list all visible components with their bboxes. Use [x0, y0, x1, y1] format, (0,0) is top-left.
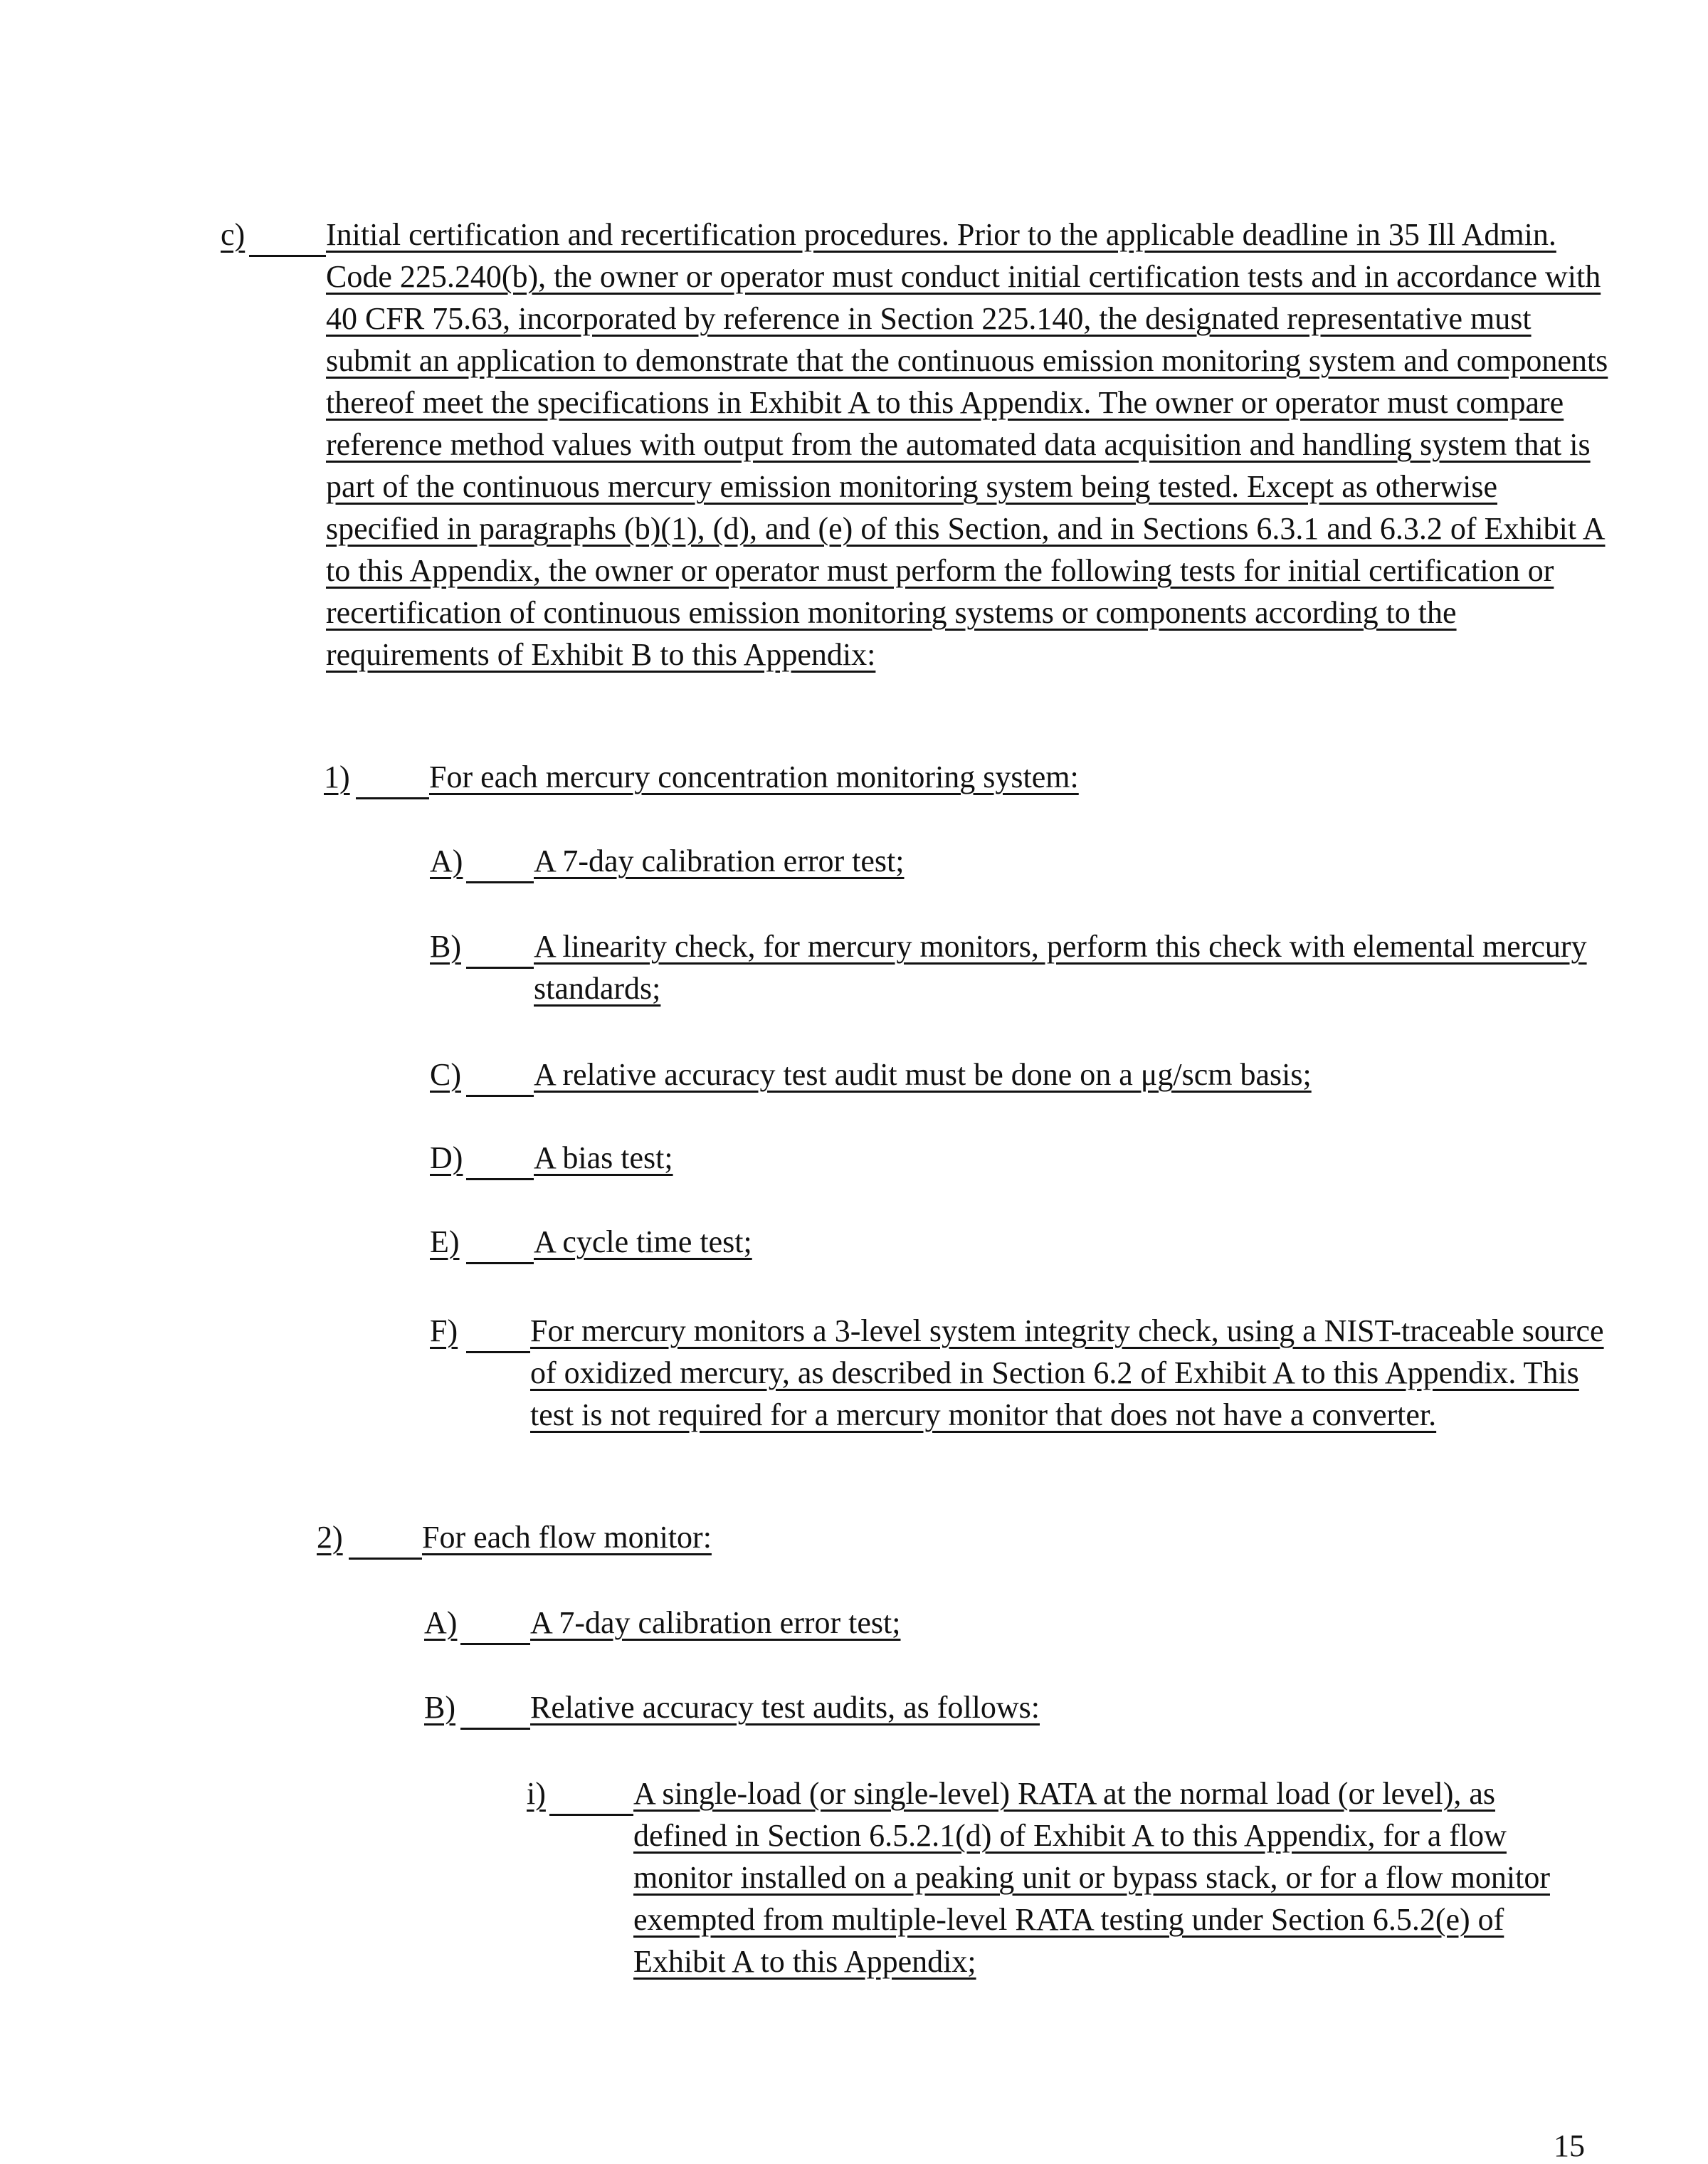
item-2-text: For each flow monitor: [422, 1520, 712, 1555]
item-1f-label: F) [430, 1313, 458, 1348]
item-1d-text: A bias test; [534, 1140, 673, 1175]
item-1f-text: For mercury monitors a 3-level system integrity check, using a NIST-traceable source of oxidized mercury, as described in Section 6.2 of Exhibit A to this Appendix. This test is not required for a mercury monitor that does not have a converter. [530, 1313, 1604, 1432]
item-2b-i-text: A single-load (or single-level) RATA at the normal load (or level), as defined in Section 6.5.2.1(d) of Exhibit A to this Appendix, for a flow monitor installed on a peaking unit or bypass stack, or for a flow monitor exempted from multiple-level RATA testing under Section 6.5.2(e) of Exhibit A to this Appendix; [633, 1776, 1550, 1979]
item-1d-tab-rule [466, 1144, 534, 1180]
item-2a-label: A) [424, 1605, 458, 1640]
item-2-tab-rule [349, 1523, 422, 1560]
item-1-label: 1) [324, 760, 350, 794]
item-2b-text: Relative accuracy test audits, as follows: [530, 1690, 1040, 1725]
item-2b-i-label: i) [527, 1776, 546, 1811]
item-1b-text: A linearity check, for mercury monitors, perform this check with elemental mercury standards; [534, 929, 1587, 1006]
item-2b-i-tab-rule [549, 1780, 633, 1816]
section-c-tab-rule [249, 221, 326, 257]
item-1c-tab-rule [466, 1061, 534, 1097]
item-1b-tab-rule [466, 933, 534, 969]
item-1c-text: A relative accuracy test audit must be done on a μg/scm basis; [534, 1057, 1312, 1092]
item-1f-tab-rule [466, 1317, 530, 1353]
item-1-tab-rule [356, 763, 429, 799]
item-1a-tab-rule [466, 847, 534, 883]
item-2b-tab-rule [460, 1693, 530, 1730]
page-number: 15 [1554, 2128, 1585, 2163]
item-1e-label: E) [430, 1224, 460, 1259]
item-2a-tab-rule [460, 1609, 530, 1645]
item-2a-text: A 7-day calibration error test; [530, 1605, 901, 1640]
section-c-label: c) [221, 217, 246, 252]
item-1-text: For each mercury concentration monitoring system: [429, 760, 1079, 794]
section-c-text: Initial certification and recertification procedures. Prior to the applicable deadline in 35 Ill Admin. Code 225.240(b), the owner or operator must conduct initial certification tests and in accordance with 40 CFR 75.63, incorporated by reference in Section 225.140, the designated representative must submit an application to demonstrate that the continuous emission monitoring system and components thereof meet the specifications in Exhibit A to this Appendix. The owner or operator must compare reference method values with output from the automated data acquisition and handling system that is part of the continuous mercury emission monitoring system being tested. Except as otherwise specified in paragraphs (b)(1), (d), and (e) of this Section, and in Sections 6.3.1 and 6.3.2 of Exhibit A to this Appendix, the owner or operator must perform the following tests for initial certification or recertification of continuous emission monitoring systems or components according to the requirements of Exhibit B to this Appendix: [326, 217, 1608, 672]
item-1a-text: A 7-day calibration error test; [534, 844, 905, 878]
item-1c-label: C) [430, 1057, 461, 1092]
item-1d-label: D) [430, 1140, 463, 1175]
item-1e-text: A cycle time test; [534, 1224, 752, 1259]
item-1e-tab-rule [466, 1228, 534, 1264]
item-1a-label: A) [430, 844, 463, 878]
item-1b-label: B) [430, 929, 461, 964]
item-2b-label: B) [424, 1690, 455, 1725]
item-2-label: 2) [317, 1520, 343, 1555]
